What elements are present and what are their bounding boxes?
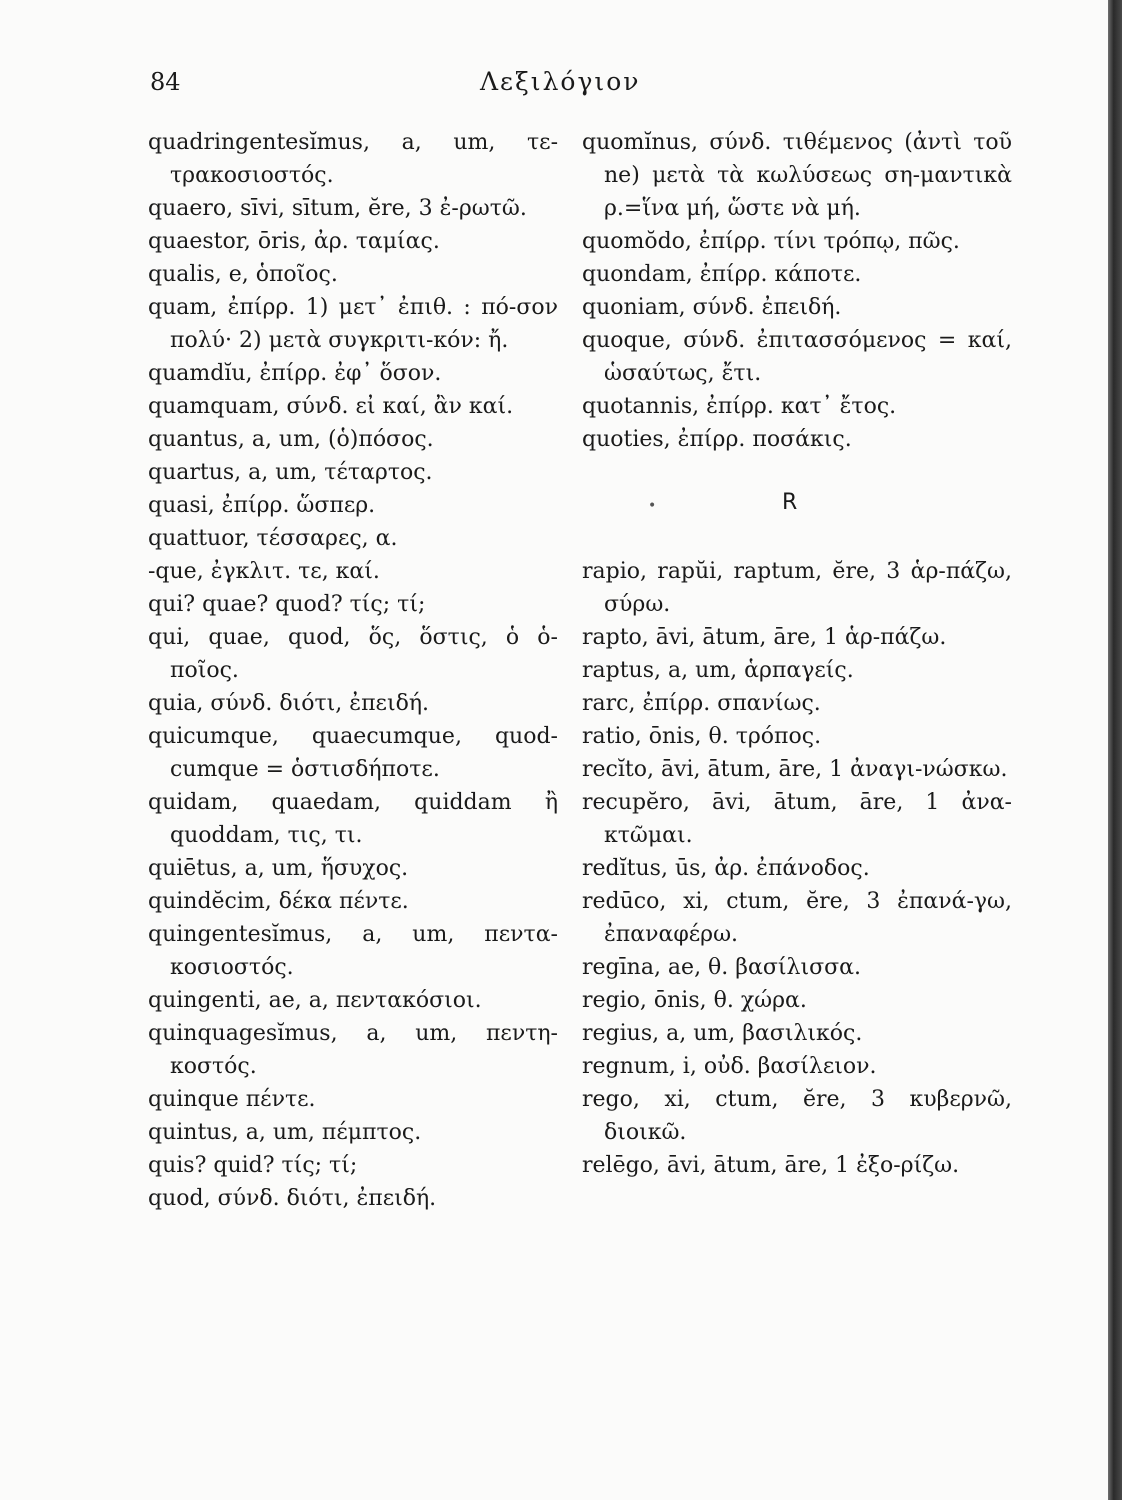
bullet-icon: • <box>648 498 657 514</box>
glossary-entry: rego, xi, ctum, ĕre, 3 κυβερνῶ, διοικῶ. <box>582 1087 1012 1145</box>
running-head: Λεξιλόγιον <box>480 67 641 96</box>
glossary-entry: quoniam, σύνδ. ἐπειδή. <box>582 295 842 320</box>
glossary-entry: quia, σύνδ. διότι, ἐπειδή. <box>148 691 429 716</box>
glossary-entry: raptus, a, um, ἁρπαγείς. <box>582 658 854 683</box>
glossary-entry: -que, ἐγκλιτ. τε, καί. <box>148 559 380 584</box>
glossary-entry: redĭtus, ūs, ἀρ. ἐπάνοδος. <box>582 856 870 881</box>
glossary-entry: quod, σύνδ. διότι, ἐπειδή. <box>148 1186 437 1211</box>
glossary-entry: quiētus, a, um, ἥσυχος. <box>148 856 409 881</box>
glossary-entry: regīna, ae, θ. βασίλισσα. <box>582 955 861 980</box>
glossary-entry: quinque πέντε. <box>148 1087 316 1112</box>
glossary-entry: qui? quae? quod? τίς; τί; <box>148 592 426 617</box>
glossary-entry: quamquam, σύνδ. εἰ καί, ἂν καί. <box>148 394 514 419</box>
glossary-entry: quaestor, ōris, ἀρ. ταμίας. <box>148 229 440 254</box>
glossary-entry: qualis, e, ὁποῖος. <box>148 262 338 287</box>
glossary-entry: quantus, a, um, (ὁ)πόσος. <box>148 427 434 452</box>
glossary-entry: quattuor, τέσσαρες, α. <box>148 526 398 551</box>
glossary-entry: quoties, ἐπίρρ. ποσάκις. <box>582 427 852 452</box>
glossary-entry: quam, ἐπίρρ. 1) μετ᾿ ἐπιθ. : πό-σον πολύ· 2) μετὰ συγκριτι-κόν: ἤ. <box>148 295 558 353</box>
glossary-entry: quamdĭu, ἐπίρρ. ἐφ᾿ ὅσον. <box>148 361 442 386</box>
glossary-entry: quindĕcim, δέκα πέντε. <box>148 889 409 914</box>
glossary-entry: quinquagesĭmus, a, um, πεντη-κοστός. <box>148 1021 558 1079</box>
right-column <box>582 126 1012 1182</box>
section-heading-r <box>582 456 1012 555</box>
page-header <box>150 62 1010 102</box>
glossary-entry: quoque, σύνδ. ἐπιτασσόμενος = καί, ὡσαύτως, ἔτι. <box>582 328 1012 386</box>
glossary-entry: quartus, a, um, τέταρτος. <box>148 460 433 485</box>
glossary-entry: quadringentesĭmus, a, um, τε-τρακοσιοστός. <box>148 130 558 188</box>
glossary-entry: quotannis, ἐπίρρ. κατ᾿ ἔτος. <box>582 394 897 419</box>
glossary-entry: quintus, a, um, πέμπτος. <box>148 1120 422 1145</box>
glossary-entry: quondam, ἐπίρρ. κάποτε. <box>582 262 862 287</box>
glossary-entry: rapio, rapŭi, raptum, ĕre, 3 ἁρ-πάζω, σύρω. <box>582 559 1012 617</box>
section-letter: R <box>782 490 798 515</box>
glossary-entry: quomĭnus, σύνδ. τιθέμενος (ἀντὶ τοῦ ne) μετὰ τὰ κωλύσεως ση-μαντικὰ ρ.=ἵνα μή, ὥστε νὰ μή. <box>582 130 1012 221</box>
scan-edge <box>1108 0 1122 1500</box>
glossary-entry: quis? quid? τίς; τί; <box>148 1153 358 1178</box>
glossary-entry: recĭto, āvi, ātum, āre, 1 ἀναγι-νώσκω. <box>582 757 1008 782</box>
glossary-entry: quaero, sīvi, sītum, ĕre, 3 ἐ-ρωτῶ. <box>148 196 527 221</box>
glossary-entry: rarc, ἐπίρρ. σπανίως. <box>582 691 821 716</box>
glossary-entry: quingentesĭmus, a, um, πεντα-κοσιοστός. <box>148 922 558 980</box>
glossary-entry: relēgo, āvi, ātum, āre, 1 ἐξο-ρίζω. <box>582 1153 960 1178</box>
glossary-entry: quidam, quaedam, quiddam ἢ quoddam, τις, τι. <box>148 790 558 848</box>
glossary-entry: redūco, xi, ctum, ĕre, 3 ἐπανά-γω, ἐπαναφέρω. <box>582 889 1012 947</box>
glossary-entry: regnum, i, οὐδ. βασίλειον. <box>582 1054 877 1079</box>
glossary-entry: regius, a, um, βασιλικός. <box>582 1021 863 1046</box>
glossary-entry: ratio, ōnis, θ. τρόπος. <box>582 724 822 749</box>
glossary-entry: quasi, ἐπίρρ. ὥσπερ. <box>148 493 376 518</box>
glossary-entry: rapto, āvi, ātum, āre, 1 ἁρ-πάζω. <box>582 625 947 650</box>
glossary-entry: recupĕro, āvi, ātum, āre, 1 ἀνα-κτῶμαι. <box>582 790 1012 848</box>
glossary-entry: quicumque, quaecumque, quod-cumque = ὁστισδήποτε. <box>148 724 558 782</box>
glossary-entry: qui, quae, quod, ὅς, ὅστις, ὁ ὁ-ποῖος. <box>148 625 558 683</box>
page-number: 84 <box>150 68 181 96</box>
left-column <box>148 126 558 1215</box>
glossary-entry: regio, ōnis, θ. χώρα. <box>582 988 807 1013</box>
glossary-entry: quomŏdo, ἐπίρρ. τίνι τρόπῳ, πῶς. <box>582 229 960 254</box>
glossary-entry: quingenti, ae, a, πεντακόσιοι. <box>148 988 482 1013</box>
